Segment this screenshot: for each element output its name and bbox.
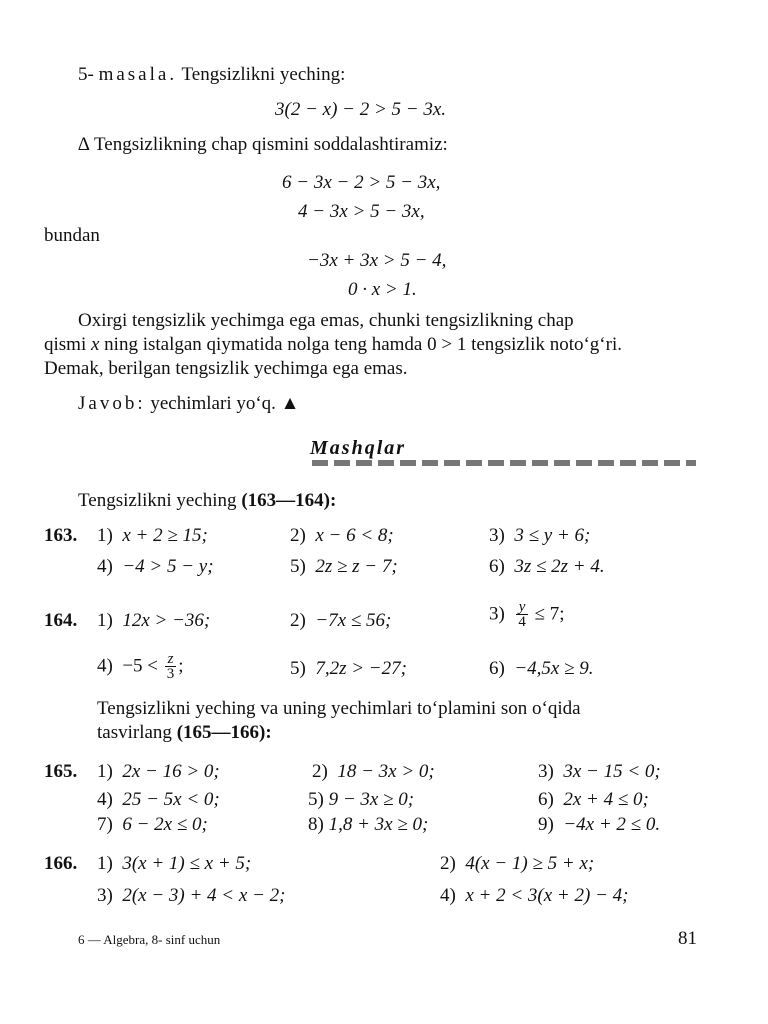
example-word: masala.	[98, 64, 178, 85]
answer-text: yechimlari yo‘q. ▲	[145, 393, 300, 414]
explanation-variable: x	[90, 334, 100, 355]
item-expression: 9 − 3x ≥ 0;	[328, 789, 415, 810]
item-expression: 4(x − 1) ≥ 5 + x;	[465, 853, 595, 874]
item-expression: ;	[178, 655, 184, 677]
item-label: 4)	[97, 556, 113, 577]
fraction-numerator: y	[516, 600, 528, 615]
item-label: 4)	[97, 655, 113, 677]
instruction-165-166-line-2	[97, 722, 272, 744]
step-1: 6 − 3x − 2 > 5 − 3x,	[282, 172, 441, 193]
problem-165-number: 165.	[44, 761, 78, 782]
item-expression: 3x − 15 < 0;	[563, 761, 661, 782]
item-164-5	[290, 658, 407, 680]
example-number: 5-	[78, 64, 94, 85]
explanation-part-b: ning istalgan qiymatida nolga teng hamda 0 > 1 tengsizlik noto‘g‘ri.	[99, 334, 622, 355]
item-expression: −4 > 5 − y;	[122, 556, 214, 577]
example-title	[78, 64, 345, 86]
item-label: 3)	[489, 603, 505, 625]
explanation-line-1: Oxirgi tengsizlik yechimga ega emas, chunki tengsizlikning chap	[78, 310, 574, 331]
item-label: 6)	[489, 556, 505, 577]
page-number: 81	[678, 928, 697, 949]
item-163-1	[97, 525, 208, 547]
footer-book-title: 6 — Algebra, 8- sinf uchun	[78, 932, 221, 947]
instruction-text: Tengsizlikni yeching	[78, 490, 242, 511]
instruction-text: tasvirlang	[97, 722, 177, 743]
explanation-line-2	[44, 334, 622, 356]
problem-164-number: 164.	[44, 610, 78, 631]
item-label: 5)	[290, 658, 306, 679]
item-expression: x − 6 < 8;	[315, 525, 394, 546]
item-label: 4)	[440, 885, 456, 906]
item-expression: x + 2 ≥ 15;	[122, 525, 208, 546]
explanation-line-3: Demak, berilgan tengsizlik yechimga ega emas.	[44, 358, 408, 379]
item-165-8	[308, 814, 428, 836]
item-expression: x + 2 < 3(x + 2) − 4;	[465, 885, 629, 906]
example-intro: ∆ Tengsizlikning chap qismini soddalashtiramiz:	[78, 134, 448, 155]
explanation-part-a: qismi	[44, 334, 91, 355]
item-expression: 3 ≤ y + 6;	[514, 525, 591, 546]
fraction	[516, 600, 528, 629]
bundan-word: bundan	[44, 225, 100, 246]
item-expression-prefix: −5 <	[122, 655, 159, 677]
item-label: 5)	[308, 789, 324, 810]
item-label: 1)	[97, 610, 113, 631]
exercises-heading: Mashqlar	[310, 437, 407, 459]
item-label: 4)	[97, 789, 113, 810]
item-label: 1)	[97, 853, 113, 874]
instruction-165-166-line-1: Tengsizlikni yeching va uning yechimlari to‘plamini son o‘qida	[97, 698, 581, 719]
item-label: 9)	[538, 814, 554, 835]
item-label: 5)	[290, 556, 306, 577]
step-2: 4 − 3x > 5 − 3x,	[298, 201, 425, 222]
item-label: 2)	[290, 525, 306, 546]
item-expression: 2(x − 3) + 4 < x − 2;	[122, 885, 286, 906]
item-164-1	[97, 610, 210, 632]
item-163-2	[290, 525, 394, 547]
item-166-3	[97, 885, 285, 907]
item-166-2	[440, 853, 594, 875]
item-expression: ≤ 7;	[534, 603, 565, 625]
item-label: 2)	[312, 761, 328, 782]
example-inequality: 3(2 − x) − 2 > 5 − 3x.	[275, 99, 447, 120]
problem-163-number: 163.	[44, 525, 78, 546]
fraction-denominator: 4	[518, 614, 526, 630]
fraction	[165, 652, 177, 681]
item-label: 1)	[97, 525, 113, 546]
item-label: 8)	[308, 814, 324, 835]
item-165-1	[97, 761, 220, 783]
item-165-9	[538, 814, 660, 836]
item-expression: 3z ≤ 2z + 4.	[514, 556, 605, 577]
item-163-6	[489, 556, 605, 578]
problem-166-number: 166.	[44, 853, 78, 874]
item-label: 2)	[440, 853, 456, 874]
item-expression: 12x > −36;	[122, 610, 211, 631]
item-label: 7)	[97, 814, 113, 835]
item-expression: −4x + 2 ≤ 0.	[563, 814, 661, 835]
item-164-3	[489, 600, 565, 629]
answer-line	[78, 393, 299, 415]
item-163-5	[290, 556, 398, 578]
instruction-range: (163—164):	[241, 490, 337, 511]
step-3: −3x + 3x > 5 − 4,	[307, 250, 447, 271]
item-label: 3)	[538, 761, 554, 782]
fraction-numerator: z	[165, 652, 177, 667]
item-163-3	[489, 525, 590, 547]
answer-label: Javob:	[78, 393, 146, 414]
fraction-denominator: 3	[166, 666, 175, 682]
item-163-4	[97, 556, 214, 578]
item-165-6	[538, 789, 649, 811]
heading-divider	[312, 460, 696, 466]
item-expression: 2x + 4 ≤ 0;	[563, 789, 649, 810]
item-165-7	[97, 814, 208, 836]
item-165-4	[97, 789, 220, 811]
item-164-6	[489, 658, 594, 680]
item-165-5	[308, 789, 414, 811]
example-instruction: Tengsizlikni yeching:	[181, 64, 346, 85]
item-expression: −4,5x ≥ 9.	[514, 658, 594, 679]
item-expression: 25 − 5x < 0;	[122, 789, 220, 810]
step-4: 0 · x > 1.	[348, 279, 417, 300]
item-expression: 18 − 3x > 0;	[337, 761, 435, 782]
instruction-range: (165—166):	[176, 722, 272, 743]
item-label: 1)	[97, 761, 113, 782]
instruction-163-164	[78, 490, 336, 512]
item-164-4	[97, 652, 184, 681]
item-165-3	[538, 761, 661, 783]
item-expression: −7x ≤ 56;	[315, 610, 392, 631]
item-label: 6)	[538, 789, 554, 810]
item-expression: 1,8 + 3x ≥ 0;	[328, 814, 429, 835]
item-expression: 2z ≥ z − 7;	[315, 556, 398, 577]
item-label: 6)	[489, 658, 505, 679]
item-166-1	[97, 853, 251, 875]
item-expression: 7,2z > −27;	[315, 658, 407, 679]
item-label: 3)	[97, 885, 113, 906]
item-165-2	[312, 761, 435, 783]
item-expression: 2x − 16 > 0;	[122, 761, 220, 782]
item-expression: 6 − 2x ≤ 0;	[122, 814, 208, 835]
item-label: 3)	[489, 525, 505, 546]
item-expression: 3(x + 1) ≤ x + 5;	[122, 853, 252, 874]
item-164-2	[290, 610, 391, 632]
item-166-4	[440, 885, 628, 907]
item-label: 2)	[290, 610, 306, 631]
